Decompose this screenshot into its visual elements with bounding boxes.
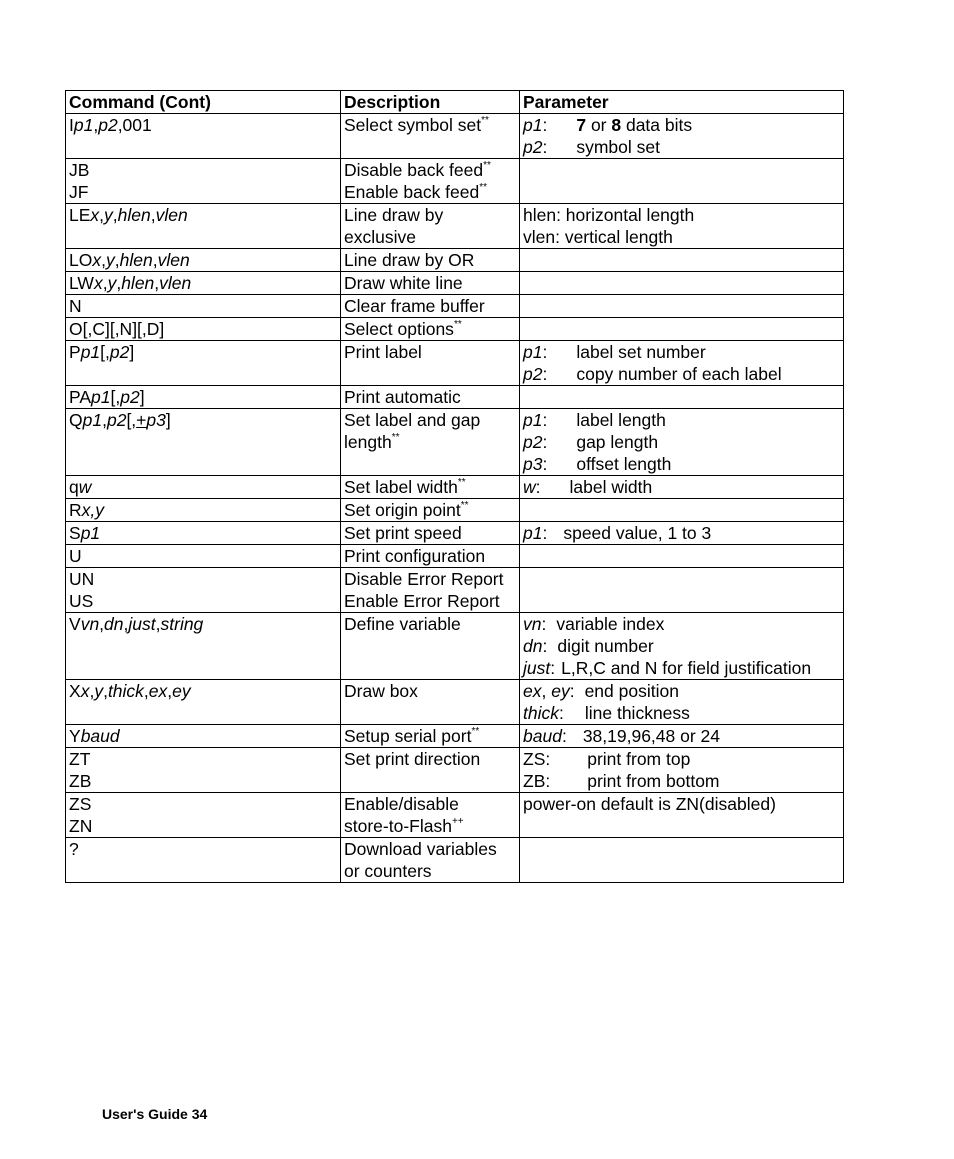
cmd-text: X — [69, 681, 81, 701]
cmd-param: vlen — [159, 273, 192, 293]
desc-text: Download variables — [344, 839, 497, 859]
param-name: baud — [523, 726, 562, 746]
cmd-param: x — [80, 681, 90, 701]
cmd-text: ZT — [69, 749, 91, 769]
plus-minus-sign: + — [136, 410, 147, 430]
cmd-text: I — [69, 115, 74, 135]
param-line — [523, 748, 841, 770]
cmd-text: ZB — [69, 771, 92, 791]
cmd-param: vn — [80, 614, 100, 634]
cmd-text: V — [69, 614, 81, 634]
param-name: p1 — [523, 342, 543, 362]
cmd-param: p1 — [73, 115, 94, 135]
parameter-cell — [520, 748, 844, 793]
desc-line — [344, 815, 517, 837]
cmd-text: US — [69, 591, 94, 611]
cmd-text: , — [150, 205, 156, 225]
param-text: 38,19,96,48 or 24 — [582, 726, 721, 746]
cmd-param: p2 — [109, 342, 130, 362]
footnote-mark: ** — [457, 477, 466, 488]
desc-text: Enable back feed — [344, 182, 480, 202]
cmd-param: string — [160, 614, 204, 634]
table-row — [66, 114, 844, 159]
cmd-param: y — [104, 205, 113, 225]
param-text: print from bottom — [587, 771, 720, 791]
table-row — [66, 838, 844, 883]
parameter-cell — [520, 499, 844, 522]
cmd-text: [, — [100, 342, 110, 362]
description-cell — [341, 568, 520, 613]
parameter-cell — [520, 680, 844, 725]
cmd-text: , — [116, 273, 122, 293]
table-row — [66, 159, 844, 204]
cmd-param: p1 — [80, 342, 101, 362]
param-line — [523, 453, 841, 475]
command-cell — [66, 386, 341, 409]
parameter-cell — [520, 272, 844, 295]
footnote-mark: ** — [471, 726, 480, 737]
cmd-text: , — [99, 205, 105, 225]
command-cell — [66, 499, 341, 522]
cmd-text: [, — [110, 387, 121, 407]
header-description: Description — [341, 91, 520, 114]
cmd-text: S — [69, 523, 81, 543]
footnote-mark: ++ — [451, 816, 464, 827]
table-row — [66, 545, 844, 568]
cmd-text: LO — [69, 250, 93, 270]
table-row — [66, 204, 844, 249]
cmd-text: , — [93, 115, 99, 135]
cmd-text: , — [152, 250, 158, 270]
param-name: p2 — [523, 137, 543, 157]
param-text: end position — [584, 681, 679, 701]
description-cell: Clear frame buffer — [341, 295, 520, 318]
parameter-cell — [520, 613, 844, 680]
param-line — [523, 613, 841, 635]
cmd-text: , — [89, 681, 95, 701]
cmd-param: p1 — [80, 523, 101, 543]
param-text: vlen: vertical length — [523, 227, 673, 247]
table-row — [66, 476, 844, 499]
desc-text: Disable back feed — [344, 160, 484, 180]
param-text: label width — [569, 477, 653, 497]
param-name: p1 — [523, 115, 543, 135]
param-line — [523, 431, 841, 453]
param-name: w — [523, 477, 536, 497]
parameter-cell: power-on default is ZN(disabled) — [520, 793, 844, 838]
param-colon: : — [541, 614, 547, 634]
param-name: ZS: — [523, 749, 551, 769]
param-colon: : — [535, 477, 541, 497]
cmd-param: p2 — [106, 410, 127, 430]
param-text: copy number of each label — [576, 364, 782, 384]
param-colon: : — [542, 432, 548, 452]
cmd-param: hlen — [117, 205, 151, 225]
command-cell — [66, 522, 341, 545]
cmd-param: ex — [148, 681, 168, 701]
param-line — [523, 409, 841, 431]
cmd-param: y — [107, 273, 117, 293]
parameter-cell — [520, 318, 844, 341]
cmd-text: , — [114, 250, 120, 270]
param-colon: : — [550, 658, 556, 678]
command-cell — [66, 409, 341, 476]
cmd-text: ] — [139, 387, 145, 407]
command-cell — [66, 613, 341, 680]
description-cell — [341, 725, 520, 748]
cmd-text: JB — [69, 160, 90, 180]
param-name: just — [523, 658, 551, 678]
cmd-param: dn — [104, 614, 124, 634]
description-cell: Print label — [341, 341, 520, 386]
param-name: ey — [551, 681, 570, 701]
description-cell: Draw white line — [341, 272, 520, 295]
command-cell — [66, 204, 341, 249]
cmd-param: w — [78, 477, 92, 497]
parameter-cell — [520, 725, 844, 748]
cmd-text: ,001 — [117, 115, 152, 135]
desc-text: length — [344, 432, 392, 452]
param-text: symbol set — [576, 137, 660, 157]
cmd-param: thick — [107, 681, 144, 701]
param-colon: : — [542, 454, 548, 474]
param-text: digit number — [557, 636, 654, 656]
param-text: print from top — [587, 749, 691, 769]
cmd-text: ZS — [69, 794, 92, 814]
param-text: gap length — [576, 432, 659, 452]
cmd-text: R — [69, 500, 82, 520]
header-parameter: Parameter — [520, 91, 844, 114]
parameter-cell — [520, 114, 844, 159]
cmd-param: x — [92, 250, 102, 270]
command-cell — [66, 793, 341, 838]
cmd-param: vlen — [157, 250, 190, 270]
table-row — [66, 249, 844, 272]
cmd-param: p1 — [82, 410, 103, 430]
param-value: 7 — [576, 115, 587, 135]
param-colon: : — [542, 342, 548, 362]
desc-text: Set label and gap — [344, 410, 481, 430]
param-colon: : — [542, 523, 548, 543]
desc-text: store-to-Flash — [344, 816, 452, 836]
table-row — [66, 409, 844, 476]
command-cell — [66, 476, 341, 499]
param-name: p3 — [523, 454, 543, 474]
cmd-param: y — [105, 250, 115, 270]
description-cell: Define variable — [341, 613, 520, 680]
cmd-text: P — [69, 342, 81, 362]
param-colon: : — [569, 681, 575, 701]
param-line — [523, 136, 841, 158]
cmd-param: vlen — [155, 205, 188, 225]
description-cell — [341, 838, 520, 883]
desc-text: Disable Error Report — [344, 569, 504, 589]
footnote-mark: ** — [453, 319, 462, 330]
description-cell: Set print direction — [341, 748, 520, 793]
command-cell — [66, 272, 341, 295]
table-row — [66, 341, 844, 386]
parameter-cell — [520, 545, 844, 568]
cmd-text: , — [103, 681, 108, 701]
parameter-cell — [520, 476, 844, 499]
param-text: data bits — [621, 115, 693, 135]
command-cell: ? — [66, 838, 341, 883]
param-name: ex — [523, 681, 542, 701]
cmd-param: hlen — [119, 250, 153, 270]
param-text: or — [586, 115, 612, 135]
description-cell: Line draw by OR — [341, 249, 520, 272]
description-cell: Set print speed — [341, 522, 520, 545]
table-row — [66, 725, 844, 748]
command-cell — [66, 341, 341, 386]
desc-text: Enable/disable — [344, 794, 459, 814]
command-cell — [66, 680, 341, 725]
description-cell: Print automatic — [341, 386, 520, 409]
command-cell: O[,C][,N][,D] — [66, 318, 341, 341]
desc-line — [344, 159, 517, 181]
description-cell — [341, 318, 520, 341]
cmd-text: , — [143, 681, 149, 701]
table-row — [66, 295, 844, 318]
param-colon: : — [558, 703, 564, 723]
param-colon: : — [542, 364, 548, 384]
command-table — [65, 90, 844, 883]
param-line — [523, 363, 841, 385]
param-text: speed value, 1 to 3 — [563, 523, 712, 543]
cmd-text: UN — [69, 569, 95, 589]
parameter-cell — [520, 386, 844, 409]
cmd-text: , — [99, 614, 105, 634]
cmd-text: LW — [69, 273, 94, 293]
parameter-cell — [520, 204, 844, 249]
cmd-text: , — [155, 614, 161, 634]
cmd-param: baud — [80, 726, 120, 746]
desc-line — [344, 181, 517, 203]
parameter-cell — [520, 838, 844, 883]
parameter-cell — [520, 568, 844, 613]
description-cell — [341, 204, 520, 249]
cmd-text: PA — [69, 387, 92, 407]
param-text: label set number — [576, 342, 706, 362]
page-footer: User's Guide 34 — [102, 1106, 208, 1122]
param-text: offset length — [576, 454, 672, 474]
param-text: L,R,C and N for field justification — [561, 658, 812, 678]
desc-text: Set origin point — [344, 500, 461, 520]
table-header-row — [66, 91, 844, 114]
param-name: p2 — [523, 432, 543, 452]
table-row — [66, 318, 844, 341]
param-line — [523, 680, 841, 702]
cmd-param: p3 — [146, 410, 166, 430]
command-cell — [66, 568, 341, 613]
table-row — [66, 522, 844, 545]
description-cell — [341, 159, 520, 204]
cmd-param: hlen — [121, 273, 155, 293]
param-name: ZB: — [523, 771, 551, 791]
footnote-mark: ** — [460, 500, 469, 511]
cmd-text: ZN — [69, 816, 93, 836]
cmd-text: q — [69, 477, 79, 497]
parameter-cell — [520, 341, 844, 386]
cmd-param: p2 — [120, 387, 140, 407]
cmd-text: , — [112, 205, 118, 225]
cmd-text: , — [102, 273, 108, 293]
description-cell — [341, 499, 520, 522]
cmd-text: ] — [129, 342, 135, 362]
cmd-param: x,y — [81, 500, 105, 520]
cmd-text: [, — [126, 410, 137, 430]
table-row — [66, 680, 844, 725]
param-name: p1 — [523, 410, 543, 430]
param-line — [523, 770, 841, 792]
description-cell — [341, 409, 520, 476]
param-colon: : — [542, 410, 548, 430]
footnote-mark: ** — [483, 160, 491, 171]
cmd-param: x — [90, 205, 100, 225]
desc-text: Select options — [344, 319, 454, 339]
table-row — [66, 272, 844, 295]
desc-line — [344, 431, 517, 453]
parameter-cell — [520, 159, 844, 204]
footnote-mark: ** — [479, 182, 488, 193]
table-row — [66, 568, 844, 613]
desc-text: or counters — [344, 861, 432, 881]
desc-text: Setup serial port — [344, 726, 472, 746]
param-name: p2 — [523, 364, 543, 384]
cmd-param: p1 — [91, 387, 111, 407]
cmd-text: JF — [69, 182, 89, 202]
param-text: label length — [576, 410, 666, 430]
desc-text: exclusive — [344, 227, 416, 247]
header-command: Command (Cont) — [66, 91, 341, 114]
param-line — [523, 635, 841, 657]
command-cell: U — [66, 545, 341, 568]
param-name: p1 — [523, 523, 543, 543]
desc-text: Line draw by — [344, 205, 444, 225]
table-row — [66, 748, 844, 793]
command-cell: N — [66, 295, 341, 318]
table-row — [66, 386, 844, 409]
param-text: variable index — [556, 614, 665, 634]
parameter-cell — [520, 249, 844, 272]
cmd-text: , — [154, 273, 160, 293]
desc-text: Select symbol set — [344, 115, 482, 135]
cmd-text: ] — [165, 410, 171, 430]
command-cell — [66, 159, 341, 204]
param-line — [523, 702, 841, 724]
table-row — [66, 793, 844, 838]
description-cell — [341, 114, 520, 159]
cmd-text: , — [123, 614, 129, 634]
param-colon: : — [542, 137, 548, 157]
cmd-text: Q — [69, 410, 83, 430]
param-text: line thickness — [584, 703, 690, 723]
description-cell — [341, 793, 520, 838]
parameter-cell — [520, 522, 844, 545]
param-text: , — [541, 681, 552, 701]
param-name: vn — [523, 614, 542, 634]
cmd-text: , — [102, 410, 107, 430]
param-line — [523, 657, 841, 679]
cmd-param: x — [93, 273, 103, 293]
cmd-text: , — [101, 250, 106, 270]
desc-text: Set label width — [344, 477, 458, 497]
cmd-param: p2 — [98, 115, 118, 135]
cmd-param: ey — [172, 681, 191, 701]
param-line — [523, 114, 841, 136]
param-colon: : — [542, 115, 548, 135]
table-row — [66, 499, 844, 522]
param-colon: : — [542, 636, 548, 656]
command-cell — [66, 114, 341, 159]
param-colon: : — [561, 726, 567, 746]
cmd-text: LE — [69, 205, 91, 225]
param-line — [523, 341, 841, 363]
command-cell — [66, 725, 341, 748]
command-cell — [66, 748, 341, 793]
cmd-param: just — [128, 614, 156, 634]
desc-text: Enable Error Report — [344, 591, 500, 611]
footnote-mark: ** — [481, 115, 489, 126]
footnote-mark: ** — [391, 432, 400, 443]
param-text: hlen: horizontal length — [523, 205, 695, 225]
param-name: thick — [523, 703, 559, 723]
parameter-cell — [520, 295, 844, 318]
description-cell — [341, 476, 520, 499]
param-name: dn — [523, 636, 543, 656]
param-value: 8 — [611, 115, 622, 135]
table-row — [66, 613, 844, 680]
parameter-cell — [520, 409, 844, 476]
command-cell — [66, 249, 341, 272]
cmd-text: Y — [69, 726, 81, 746]
cmd-text: , — [167, 681, 173, 701]
cmd-param: y — [94, 681, 104, 701]
description-cell: Draw box — [341, 680, 520, 725]
description-cell: Print configuration — [341, 545, 520, 568]
